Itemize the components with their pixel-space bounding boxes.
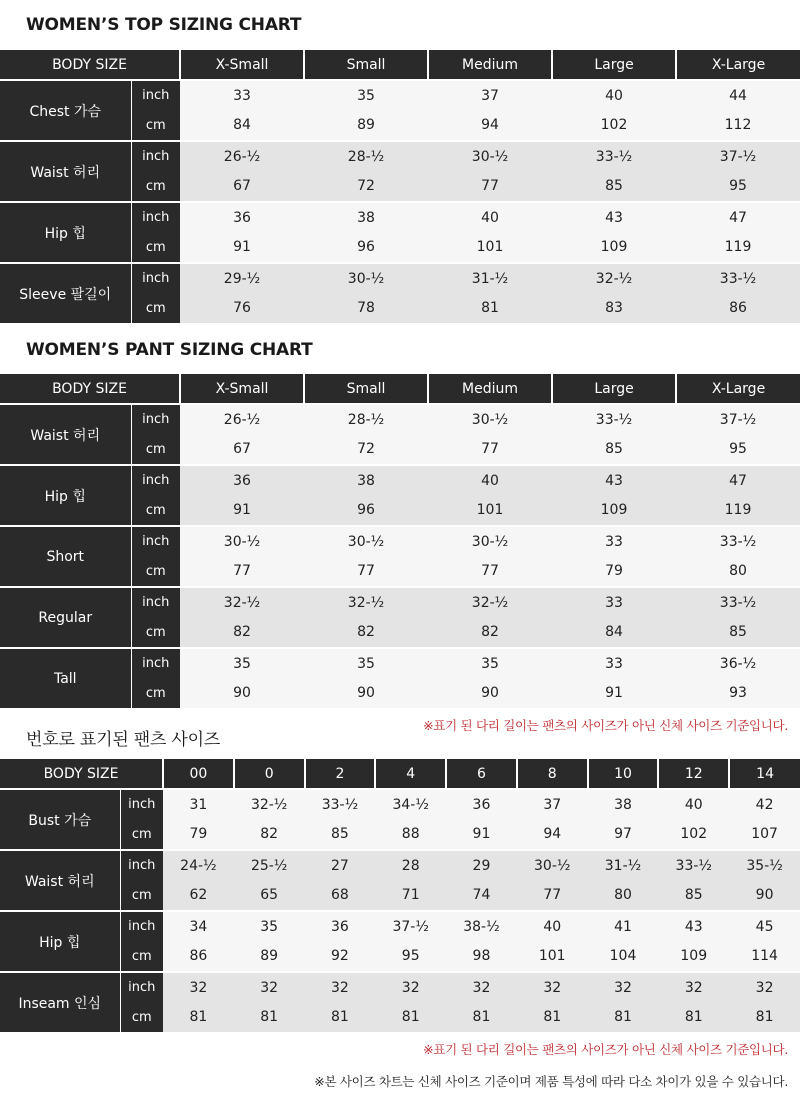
value-cell: 77: [304, 556, 428, 587]
value-cell: 32: [305, 972, 376, 1002]
value-cell: 31: [163, 789, 234, 819]
value-cell: 84: [552, 617, 676, 648]
unit-label-inch: inch: [131, 587, 180, 617]
header-row: [0, 50, 800, 80]
value-cell: 94: [517, 819, 588, 850]
measurement-label: Short: [0, 526, 131, 587]
value-cell: 40: [552, 80, 676, 110]
value-cell: 81: [446, 1002, 517, 1032]
size-column-header: 10: [588, 759, 659, 789]
header-row: [0, 374, 800, 404]
table-row-cm: [0, 880, 800, 911]
value-cell: 95: [676, 434, 800, 465]
unit-label-inch: inch: [120, 911, 163, 941]
size-column-header: 14: [729, 759, 800, 789]
value-cell: 37-½: [676, 404, 800, 434]
measurement-label: Waist 허리: [0, 850, 120, 911]
size-column-header: Small: [304, 374, 428, 404]
measurement-label: Sleeve 팔길이: [0, 263, 131, 323]
value-cell: 33: [180, 80, 304, 110]
value-cell: 78: [304, 293, 428, 323]
value-cell: 38: [304, 202, 428, 232]
value-cell: 72: [304, 434, 428, 465]
value-cell: 102: [552, 110, 676, 141]
measurement-label: Tall: [0, 648, 131, 708]
value-cell: 28-½: [304, 141, 428, 171]
value-cell: 32: [729, 972, 800, 1002]
value-cell: 37: [517, 789, 588, 819]
value-cell: 77: [517, 880, 588, 911]
value-cell: 32: [517, 972, 588, 1002]
value-cell: 40: [658, 789, 729, 819]
value-cell: 94: [428, 110, 552, 141]
value-cell: 33-½: [658, 850, 729, 880]
size-column-header: 00: [163, 759, 234, 789]
value-cell: 98: [446, 941, 517, 972]
value-cell: 81: [428, 293, 552, 323]
value-cell: 82: [234, 819, 305, 850]
unit-label-cm: cm: [131, 110, 180, 141]
value-cell: 90: [304, 678, 428, 708]
footer-note: ※본 사이즈 차트는 신체 사이즈 기준이며 제품 특성에 따라 다소 차이가 있을 수 있습니다.: [314, 1074, 788, 1089]
value-cell: 36: [446, 789, 517, 819]
value-cell: 65: [234, 880, 305, 911]
value-cell: 91: [180, 495, 304, 526]
value-cell: 95: [375, 941, 446, 972]
numbered-sizing-table: [0, 759, 800, 1032]
value-cell: 91: [446, 819, 517, 850]
value-cell: 41: [588, 911, 659, 941]
value-cell: 82: [428, 617, 552, 648]
value-cell: 24-½: [163, 850, 234, 880]
value-cell: 88: [375, 819, 446, 850]
value-cell: 38: [588, 789, 659, 819]
value-cell: 47: [676, 202, 800, 232]
value-cell: 101: [428, 232, 552, 263]
size-column-header: X-Large: [676, 50, 800, 80]
measurement-label: Hip 힙: [0, 465, 131, 526]
value-cell: 85: [552, 171, 676, 202]
measurement-label: Inseam 인심: [0, 972, 120, 1032]
value-cell: 30-½: [428, 404, 552, 434]
value-cell: 119: [676, 232, 800, 263]
value-cell: 31-½: [588, 850, 659, 880]
value-cell: 84: [180, 110, 304, 141]
measurement-label: Bust 가슴: [0, 789, 120, 850]
value-cell: 93: [676, 678, 800, 708]
size-column-header: 6: [446, 759, 517, 789]
unit-label-cm: cm: [131, 434, 180, 465]
value-cell: 38: [304, 465, 428, 495]
table-row-inch: [0, 465, 800, 495]
size-column-header: 12: [658, 759, 729, 789]
value-cell: 32: [234, 972, 305, 1002]
value-cell: 72: [304, 171, 428, 202]
numbered-chart-note: ※표기 된 다리 길이는 팬츠의 사이즈가 아닌 신체 사이즈 기준입니다.: [423, 1042, 788, 1057]
value-cell: 27: [305, 850, 376, 880]
value-cell: 89: [304, 110, 428, 141]
unit-label-cm: cm: [131, 617, 180, 648]
size-column-header: Large: [552, 50, 676, 80]
value-cell: 81: [375, 1002, 446, 1032]
top-chart-title: WOMEN’S TOP SIZING CHART: [26, 15, 302, 35]
value-cell: 35: [304, 648, 428, 678]
value-cell: 32-½: [552, 263, 676, 293]
value-cell: 109: [552, 495, 676, 526]
value-cell: 28-½: [304, 404, 428, 434]
value-cell: 81: [234, 1002, 305, 1032]
unit-label-cm: cm: [120, 941, 163, 972]
value-cell: 77: [428, 556, 552, 587]
table-row-inch: [0, 526, 800, 556]
value-cell: 33: [552, 526, 676, 556]
value-cell: 33-½: [552, 404, 676, 434]
value-cell: 31-½: [428, 263, 552, 293]
table-row-inch: [0, 789, 800, 819]
value-cell: 83: [552, 293, 676, 323]
header-row: [0, 759, 800, 789]
value-cell: 25-½: [234, 850, 305, 880]
value-cell: 119: [676, 495, 800, 526]
size-column-header: X-Small: [180, 50, 304, 80]
unit-label-cm: cm: [131, 171, 180, 202]
value-cell: 33-½: [676, 263, 800, 293]
body-size-header: BODY SIZE: [0, 374, 180, 404]
value-cell: 109: [658, 941, 729, 972]
value-cell: 101: [517, 941, 588, 972]
value-cell: 109: [552, 232, 676, 263]
size-column-header: X-Large: [676, 374, 800, 404]
value-cell: 81: [163, 1002, 234, 1032]
value-cell: 29-½: [180, 263, 304, 293]
value-cell: 85: [658, 880, 729, 911]
measurement-label: Chest 가슴: [0, 80, 131, 141]
value-cell: 77: [180, 556, 304, 587]
unit-label-cm: cm: [131, 232, 180, 263]
value-cell: 26-½: [180, 141, 304, 171]
value-cell: 112: [676, 110, 800, 141]
value-cell: 32: [658, 972, 729, 1002]
value-cell: 96: [304, 495, 428, 526]
value-cell: 107: [729, 819, 800, 850]
value-cell: 104: [588, 941, 659, 972]
value-cell: 91: [180, 232, 304, 263]
table-row-inch: [0, 850, 800, 880]
value-cell: 28: [375, 850, 446, 880]
unit-label-inch: inch: [131, 526, 180, 556]
table-row-inch: [0, 263, 800, 293]
value-cell: 47: [676, 465, 800, 495]
value-cell: 33-½: [552, 141, 676, 171]
value-cell: 89: [234, 941, 305, 972]
value-cell: 101: [428, 495, 552, 526]
value-cell: 90: [180, 678, 304, 708]
value-cell: 30-½: [428, 526, 552, 556]
measurement-label: Regular: [0, 587, 131, 648]
value-cell: 90: [729, 880, 800, 911]
size-column-header: Large: [552, 374, 676, 404]
value-cell: 34: [163, 911, 234, 941]
value-cell: 97: [588, 819, 659, 850]
size-column-header: 2: [305, 759, 376, 789]
size-column-header: Small: [304, 50, 428, 80]
unit-label-cm: cm: [131, 293, 180, 323]
value-cell: 33-½: [676, 526, 800, 556]
value-cell: 80: [676, 556, 800, 587]
value-cell: 91: [552, 678, 676, 708]
value-cell: 33-½: [676, 587, 800, 617]
value-cell: 33: [552, 587, 676, 617]
table-row-cm: [0, 1002, 800, 1032]
size-column-header: 0: [234, 759, 305, 789]
size-column-header: Medium: [428, 374, 552, 404]
value-cell: 68: [305, 880, 376, 911]
value-cell: 37-½: [676, 141, 800, 171]
table-row-inch: [0, 80, 800, 110]
unit-label-inch: inch: [131, 648, 180, 678]
value-cell: 85: [676, 617, 800, 648]
value-cell: 36: [180, 202, 304, 232]
value-cell: 35: [180, 648, 304, 678]
value-cell: 42: [729, 789, 800, 819]
unit-label-cm: cm: [131, 556, 180, 587]
size-column-header: 8: [517, 759, 588, 789]
value-cell: 32: [446, 972, 517, 1002]
value-cell: 43: [658, 911, 729, 941]
value-cell: 95: [676, 171, 800, 202]
value-cell: 32-½: [304, 587, 428, 617]
size-column-header: X-Small: [180, 374, 304, 404]
value-cell: 81: [658, 1002, 729, 1032]
pant-chart-title: WOMEN’S PANT SIZING CHART: [26, 340, 313, 360]
pant-chart-note: ※표기 된 다리 길이는 팬츠의 사이즈가 아닌 신체 사이즈 기준입니다.: [423, 718, 788, 733]
measurement-label: Hip 힙: [0, 911, 120, 972]
value-cell: 71: [375, 880, 446, 911]
value-cell: 86: [163, 941, 234, 972]
table-row-inch: [0, 202, 800, 232]
value-cell: 81: [729, 1002, 800, 1032]
value-cell: 40: [517, 911, 588, 941]
value-cell: 90: [428, 678, 552, 708]
value-cell: 85: [305, 819, 376, 850]
unit-label-inch: inch: [131, 263, 180, 293]
value-cell: 79: [163, 819, 234, 850]
unit-label-cm: cm: [131, 495, 180, 526]
value-cell: 80: [588, 880, 659, 911]
value-cell: 37-½: [375, 911, 446, 941]
value-cell: 35-½: [729, 850, 800, 880]
unit-label-inch: inch: [131, 404, 180, 434]
unit-label-cm: cm: [120, 819, 163, 850]
value-cell: 33-½: [305, 789, 376, 819]
value-cell: 67: [180, 434, 304, 465]
value-cell: 96: [304, 232, 428, 263]
top-sizing-table: [0, 50, 800, 323]
measurement-label: Waist 허리: [0, 141, 131, 202]
value-cell: 32-½: [428, 587, 552, 617]
value-cell: 86: [676, 293, 800, 323]
value-cell: 36: [305, 911, 376, 941]
value-cell: 33: [552, 648, 676, 678]
value-cell: 79: [552, 556, 676, 587]
unit-label-inch: inch: [131, 141, 180, 171]
unit-label-cm: cm: [120, 880, 163, 911]
value-cell: 38-½: [446, 911, 517, 941]
value-cell: 44: [676, 80, 800, 110]
unit-label-inch: inch: [120, 789, 163, 819]
value-cell: 77: [428, 171, 552, 202]
value-cell: 92: [305, 941, 376, 972]
value-cell: 30-½: [304, 526, 428, 556]
table-row-inch: [0, 972, 800, 1002]
size-column-header: Medium: [428, 50, 552, 80]
value-cell: 85: [552, 434, 676, 465]
value-cell: 37: [428, 80, 552, 110]
value-cell: 74: [446, 880, 517, 911]
value-cell: 30-½: [180, 526, 304, 556]
table-row-inch: [0, 587, 800, 617]
value-cell: 30-½: [517, 850, 588, 880]
unit-label-cm: cm: [120, 1002, 163, 1032]
value-cell: 30-½: [304, 263, 428, 293]
value-cell: 81: [517, 1002, 588, 1032]
value-cell: 35: [304, 80, 428, 110]
value-cell: 40: [428, 465, 552, 495]
unit-label-inch: inch: [120, 850, 163, 880]
table-row-cm: [0, 819, 800, 850]
value-cell: 30-½: [428, 141, 552, 171]
value-cell: 32: [163, 972, 234, 1002]
table-row-inch: [0, 141, 800, 171]
value-cell: 43: [552, 465, 676, 495]
value-cell: 32-½: [234, 789, 305, 819]
table-row-inch: [0, 404, 800, 434]
value-cell: 82: [180, 617, 304, 648]
unit-label-inch: inch: [120, 972, 163, 1002]
measurement-label: Waist 허리: [0, 404, 131, 465]
value-cell: 67: [180, 171, 304, 202]
measurement-label: Hip 힙: [0, 202, 131, 263]
table-row-inch: [0, 911, 800, 941]
value-cell: 32-½: [180, 587, 304, 617]
value-cell: 114: [729, 941, 800, 972]
value-cell: 62: [163, 880, 234, 911]
unit-label-inch: inch: [131, 465, 180, 495]
size-column-header: 4: [375, 759, 446, 789]
value-cell: 76: [180, 293, 304, 323]
unit-label-cm: cm: [131, 678, 180, 708]
value-cell: 81: [588, 1002, 659, 1032]
table-row-cm: [0, 941, 800, 972]
value-cell: 35: [234, 911, 305, 941]
value-cell: 77: [428, 434, 552, 465]
value-cell: 40: [428, 202, 552, 232]
value-cell: 34-½: [375, 789, 446, 819]
value-cell: 43: [552, 202, 676, 232]
value-cell: 36-½: [676, 648, 800, 678]
value-cell: 45: [729, 911, 800, 941]
unit-label-inch: inch: [131, 202, 180, 232]
value-cell: 81: [305, 1002, 376, 1032]
numbered-chart-title: 번호로 표기된 팬츠 사이즈: [26, 730, 221, 750]
value-cell: 82: [304, 617, 428, 648]
pant-sizing-table: [0, 374, 800, 708]
value-cell: 32: [588, 972, 659, 1002]
body-size-header: BODY SIZE: [0, 50, 180, 80]
unit-label-inch: inch: [131, 80, 180, 110]
value-cell: 32: [375, 972, 446, 1002]
table-row-inch: [0, 648, 800, 678]
value-cell: 26-½: [180, 404, 304, 434]
value-cell: 35: [428, 648, 552, 678]
value-cell: 29: [446, 850, 517, 880]
value-cell: 102: [658, 819, 729, 850]
body-size-header: BODY SIZE: [0, 759, 163, 789]
value-cell: 36: [180, 465, 304, 495]
